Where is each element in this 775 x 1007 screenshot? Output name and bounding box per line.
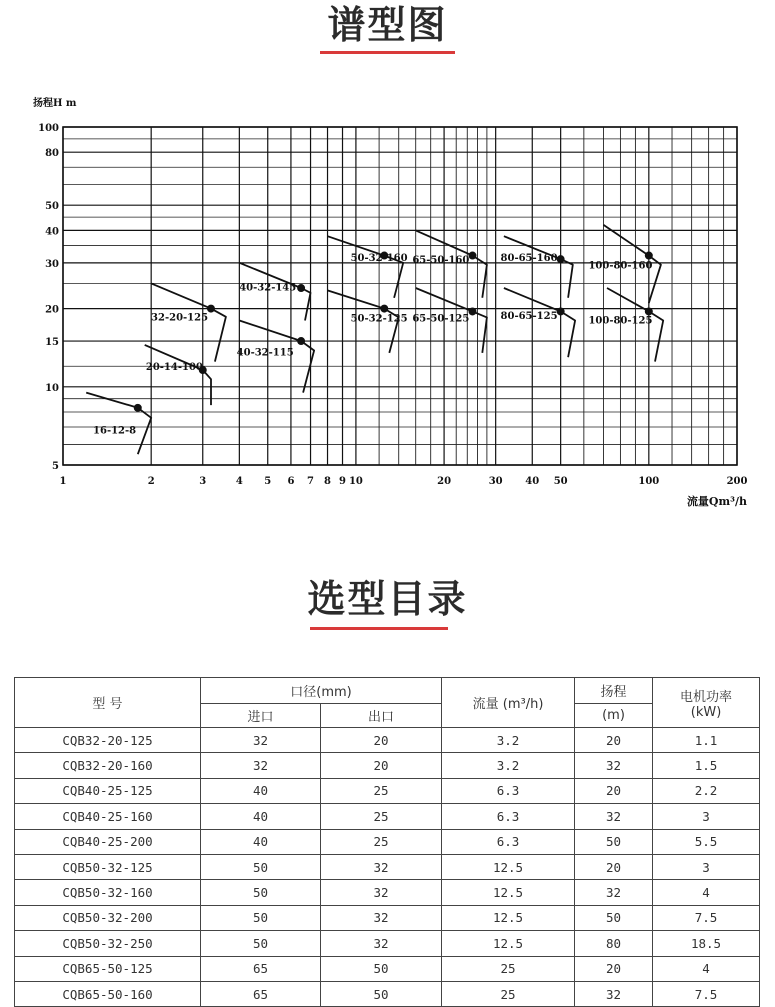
cell-outlet: 25 bbox=[321, 829, 442, 854]
x-tick-label: 10 bbox=[348, 476, 363, 487]
cell-flow: 12.5 bbox=[442, 905, 575, 930]
table-row bbox=[15, 829, 760, 854]
cell-model: CQB65-50-125 bbox=[15, 956, 201, 981]
cell-outlet: 32 bbox=[321, 931, 442, 956]
cell-flow: 3.2 bbox=[442, 753, 575, 778]
x-tick-label: 100 bbox=[638, 476, 660, 487]
cell-flow: 12.5 bbox=[442, 931, 575, 956]
y-tick-label: 15 bbox=[45, 337, 59, 349]
cell-flow: 25 bbox=[442, 956, 575, 981]
x-tick-label: 8 bbox=[324, 476, 332, 487]
header-power-unit: (kW) bbox=[690, 704, 722, 720]
table-row bbox=[15, 880, 760, 905]
header-diameter: 口径(mm) bbox=[201, 678, 442, 704]
series-line bbox=[145, 345, 211, 405]
cell-inlet: 50 bbox=[201, 880, 321, 905]
x-tick-label: 2 bbox=[147, 476, 155, 487]
cell-model: CQB32-20-160 bbox=[15, 753, 201, 778]
cell-flow: 25 bbox=[442, 981, 575, 1006]
series-point bbox=[468, 307, 476, 315]
table-row bbox=[15, 753, 760, 778]
cell-outlet: 32 bbox=[321, 854, 442, 879]
table-row bbox=[15, 854, 760, 879]
cell-flow: 12.5 bbox=[442, 880, 575, 905]
table-row bbox=[15, 778, 760, 803]
catalog-title: 选型目录 bbox=[307, 577, 468, 621]
y-tick-label: 20 bbox=[45, 304, 59, 316]
series-label: 16-12-8 bbox=[93, 425, 137, 437]
x-axis-label: 流量Qm³/h bbox=[686, 495, 747, 508]
cell-flow: 12.5 bbox=[442, 854, 575, 879]
cell-head: 50 bbox=[575, 829, 653, 854]
x-tick-label: 20 bbox=[437, 476, 452, 487]
cell-head: 20 bbox=[575, 778, 653, 803]
table-row bbox=[15, 931, 760, 956]
x-tick-label: 3 bbox=[199, 476, 207, 487]
cell-inlet: 50 bbox=[201, 905, 321, 930]
cell-flow: 6.3 bbox=[442, 778, 575, 803]
x-tick-label: 6 bbox=[287, 476, 295, 487]
header-power bbox=[653, 678, 760, 728]
spectrum-title-underline bbox=[320, 51, 455, 54]
cell-model: CQB40-25-160 bbox=[15, 804, 201, 829]
series-label: 32-20-125 bbox=[151, 312, 209, 324]
series-label: 65-50-160 bbox=[412, 254, 470, 266]
series-point bbox=[297, 284, 305, 292]
series-point bbox=[468, 252, 476, 260]
selection-table bbox=[14, 677, 760, 1007]
cell-head: 20 bbox=[575, 854, 653, 879]
x-tick-label: 1 bbox=[59, 476, 67, 487]
series-label: 80-65-160 bbox=[500, 252, 558, 264]
cell-power: 5.5 bbox=[653, 829, 760, 854]
x-tick-label: 7 bbox=[307, 476, 315, 487]
cell-model: CQB50-32-250 bbox=[15, 931, 201, 956]
series-label: 50-32-125 bbox=[350, 313, 408, 325]
header-power-label: 电机功率 bbox=[680, 689, 733, 705]
cell-inlet: 32 bbox=[201, 753, 321, 778]
series-line bbox=[504, 288, 575, 357]
series-label: 40-32-115 bbox=[236, 347, 294, 359]
x-tick-label: 50 bbox=[553, 476, 568, 487]
y-tick-label: 10 bbox=[45, 382, 59, 394]
cell-inlet: 40 bbox=[201, 778, 321, 803]
cell-power: 4 bbox=[653, 880, 760, 905]
cell-outlet: 20 bbox=[321, 728, 442, 753]
cell-head: 32 bbox=[575, 753, 653, 778]
cell-outlet: 25 bbox=[321, 778, 442, 803]
cell-power: 18.5 bbox=[653, 931, 760, 956]
series-label: 100-80-125 bbox=[588, 315, 653, 327]
cell-outlet: 25 bbox=[321, 804, 442, 829]
y-tick-label: 50 bbox=[45, 201, 59, 213]
cell-outlet: 20 bbox=[321, 753, 442, 778]
table-row bbox=[15, 956, 760, 981]
cell-flow: 6.3 bbox=[442, 829, 575, 854]
cell-power: 4 bbox=[653, 956, 760, 981]
cell-inlet: 32 bbox=[201, 728, 321, 753]
y-tick-label: 30 bbox=[45, 258, 59, 270]
series-point bbox=[134, 404, 142, 412]
cell-power: 3 bbox=[653, 804, 760, 829]
header-model: 型 号 bbox=[15, 678, 201, 728]
x-tick-label: 200 bbox=[726, 476, 748, 487]
series-point bbox=[645, 252, 653, 260]
series-point bbox=[297, 337, 305, 345]
header-outlet: 出口 bbox=[321, 704, 442, 728]
series-point bbox=[557, 255, 565, 263]
series-point bbox=[557, 307, 565, 315]
cell-inlet: 40 bbox=[201, 829, 321, 854]
x-tick-label: 5 bbox=[264, 476, 272, 487]
table-row bbox=[15, 804, 760, 829]
cell-outlet: 50 bbox=[321, 956, 442, 981]
cell-inlet: 50 bbox=[201, 931, 321, 956]
table-row bbox=[15, 728, 760, 753]
cell-outlet: 32 bbox=[321, 905, 442, 930]
cell-head: 50 bbox=[575, 905, 653, 930]
y-tick-label: 40 bbox=[45, 226, 59, 238]
y-tick-label: 5 bbox=[52, 461, 59, 472]
cell-model: CQB40-25-125 bbox=[15, 778, 201, 803]
x-tick-label: 40 bbox=[525, 476, 540, 487]
series-line bbox=[86, 393, 151, 455]
cell-model: CQB50-32-160 bbox=[15, 880, 201, 905]
cell-power: 7.5 bbox=[653, 981, 760, 1006]
catalog-title-underline bbox=[310, 627, 448, 630]
cell-head: 80 bbox=[575, 931, 653, 956]
cell-head: 20 bbox=[575, 728, 653, 753]
table-row bbox=[15, 905, 760, 930]
cell-power: 7.5 bbox=[653, 905, 760, 930]
x-tick-label: 4 bbox=[235, 476, 243, 487]
spectrum-title: 谱型图 bbox=[327, 3, 448, 47]
x-tick-label: 30 bbox=[488, 476, 503, 487]
series-label: 100-80-160 bbox=[588, 260, 653, 272]
cell-power: 2.2 bbox=[653, 778, 760, 803]
cell-inlet: 65 bbox=[201, 981, 321, 1006]
cell-head: 20 bbox=[575, 956, 653, 981]
cell-outlet: 32 bbox=[321, 880, 442, 905]
x-tick-label: 9 bbox=[339, 476, 346, 487]
cell-inlet: 65 bbox=[201, 956, 321, 981]
performance-chart bbox=[0, 80, 775, 520]
cell-flow: 3.2 bbox=[442, 728, 575, 753]
series-point bbox=[645, 307, 653, 315]
header-head-unit: (m) bbox=[575, 704, 653, 728]
chart-canvas bbox=[0, 80, 775, 520]
series-point bbox=[207, 305, 215, 313]
header-flow: 流量 (m³/h) bbox=[442, 678, 575, 728]
cell-power: 1.5 bbox=[653, 753, 760, 778]
cell-model: CQB32-20-125 bbox=[15, 728, 201, 753]
series-label: 65-50-125 bbox=[412, 313, 470, 325]
table-body bbox=[15, 728, 760, 1007]
table-row bbox=[15, 981, 760, 1006]
plot-frame bbox=[63, 127, 737, 465]
series-label: 40-32-145 bbox=[239, 282, 297, 294]
cell-model: CQB50-32-125 bbox=[15, 854, 201, 879]
cell-model: CQB50-32-200 bbox=[15, 905, 201, 930]
series-label: 20-14-100 bbox=[145, 362, 203, 374]
cell-power: 3 bbox=[653, 854, 760, 879]
cell-outlet: 50 bbox=[321, 981, 442, 1006]
series-label: 50-32-160 bbox=[350, 252, 408, 264]
series-label: 80-65-125 bbox=[500, 311, 558, 323]
cell-head: 32 bbox=[575, 880, 653, 905]
cell-head: 32 bbox=[575, 981, 653, 1006]
y-tick-label: 100 bbox=[38, 123, 59, 134]
cell-model: CQB40-25-200 bbox=[15, 829, 201, 854]
cell-power: 1.1 bbox=[653, 728, 760, 753]
header-head: 扬程 bbox=[575, 678, 653, 704]
series-point bbox=[380, 305, 388, 313]
y-tick-label: 80 bbox=[45, 148, 59, 160]
cell-inlet: 50 bbox=[201, 854, 321, 879]
cell-inlet: 40 bbox=[201, 804, 321, 829]
cell-model: CQB65-50-160 bbox=[15, 981, 201, 1006]
cell-flow: 6.3 bbox=[442, 804, 575, 829]
y-axis-label: 扬程H m bbox=[33, 98, 77, 109]
header-inlet: 进口 bbox=[201, 704, 321, 728]
cell-head: 32 bbox=[575, 804, 653, 829]
